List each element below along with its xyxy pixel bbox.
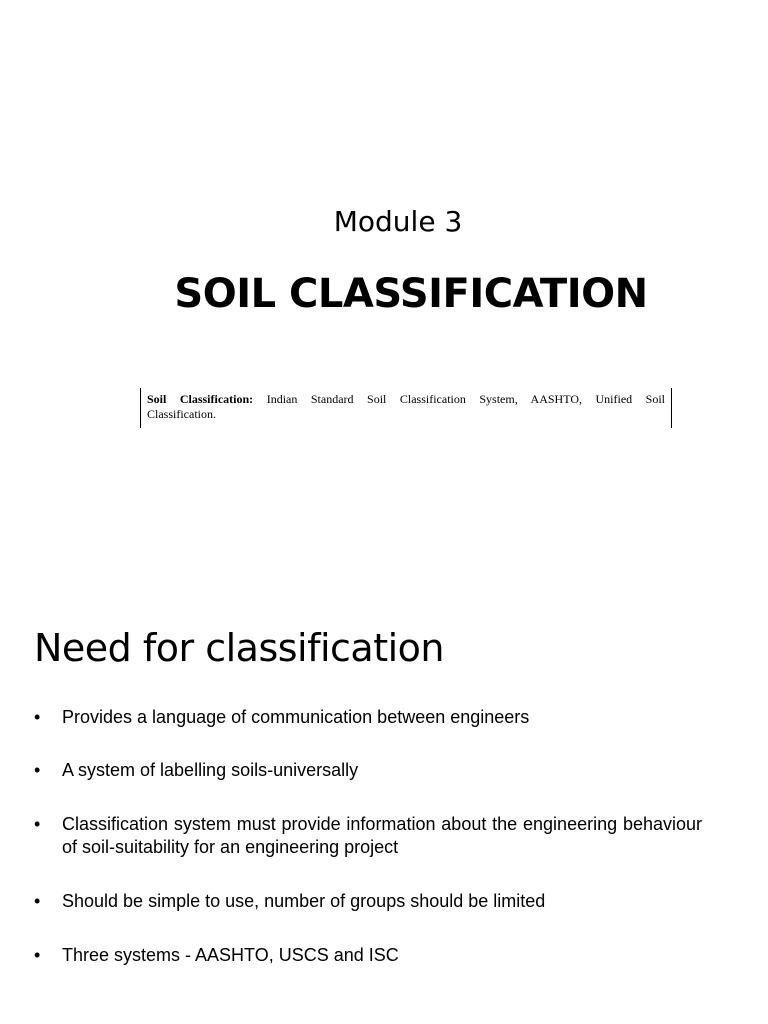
bullet-icon: • (34, 760, 41, 780)
bullet-icon: • (34, 814, 41, 834)
syllabus-heading: Soil Classification: (147, 392, 254, 406)
bullet-icon: • (34, 945, 41, 965)
syllabus-line-2: Classification. (147, 407, 216, 421)
list-item (34, 759, 702, 782)
bullet-text: Classification system must provide information about the engineering behaviour of soil-suitability for an engineering project (62, 814, 702, 857)
bullet-icon: • (34, 707, 41, 727)
list-item (34, 813, 702, 859)
list-item (34, 890, 702, 913)
bullet-text: Three systems - AASHTO, USCS and ISC (62, 945, 399, 965)
slide-heading: Need for classification (34, 626, 445, 670)
content-slide (0, 600, 768, 1024)
syllabus-line-1 (147, 392, 665, 407)
slide-title: SOIL CLASSIFICATION (174, 271, 648, 317)
list-item (34, 944, 702, 967)
syllabus-excerpt (140, 388, 672, 428)
bullet-text: Should be simple to use, number of groups should be limited (62, 891, 546, 911)
bullet-text: Provides a language of communication between engineers (62, 707, 530, 727)
bullet-icon: • (34, 891, 41, 911)
bullet-text: A system of labelling soils-universally (62, 760, 359, 780)
syllabus-text: Indian Standard Soil Classification System, AASHTO, Unified Soil (266, 392, 666, 406)
list-item (34, 706, 702, 729)
module-label: Module 3 (333, 205, 463, 238)
